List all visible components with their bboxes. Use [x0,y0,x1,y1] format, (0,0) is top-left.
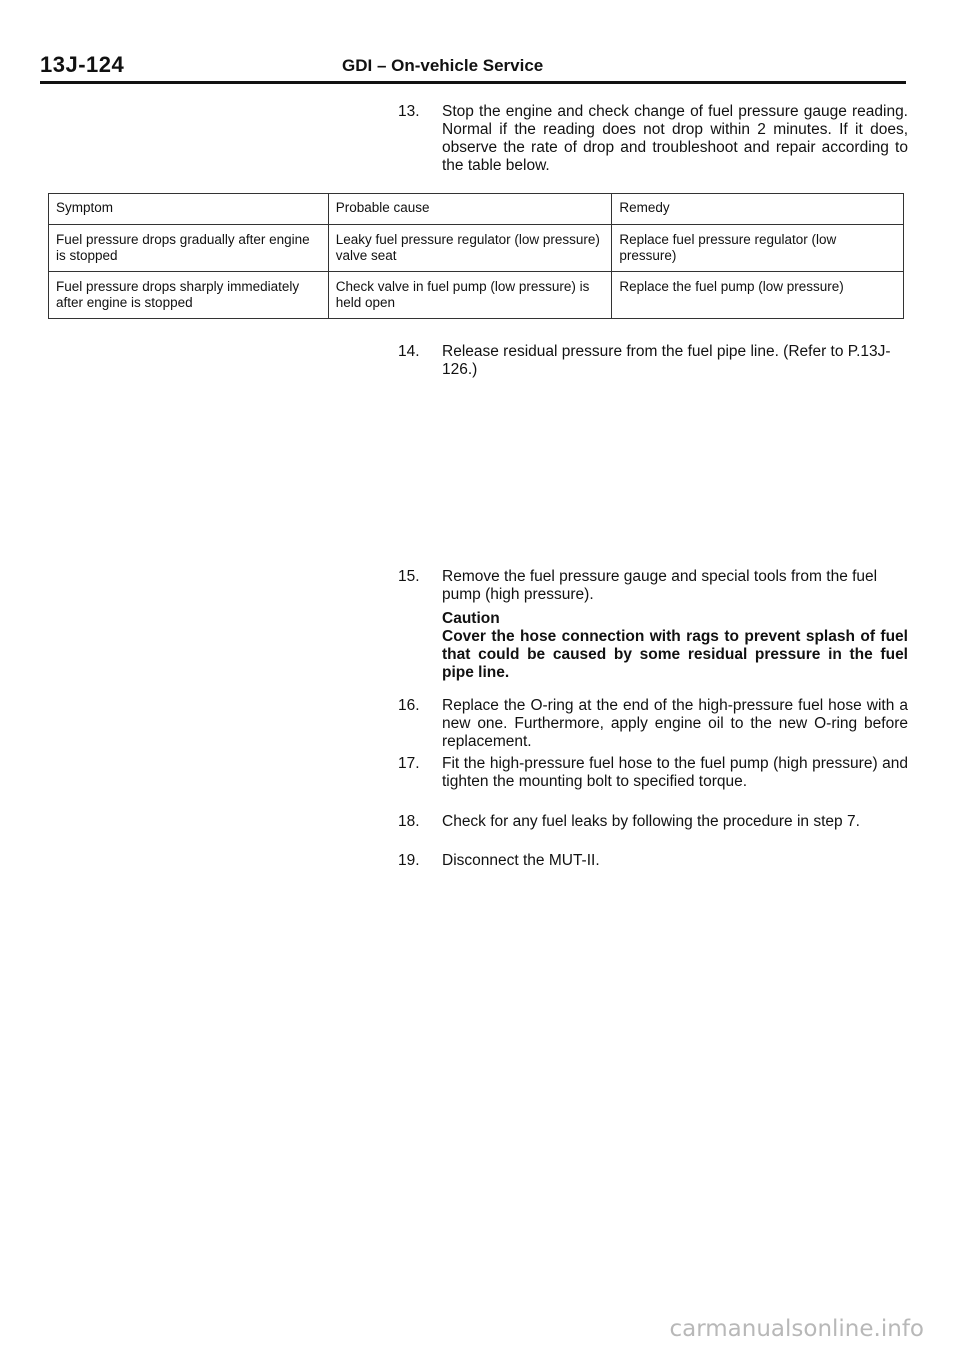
table-cell: Leaky fuel pressure regulator (low pressure) valve seat [328,225,612,272]
header-remedy: Remedy [612,194,904,225]
table-cell: Fuel pressure drops gradually after engine is stopped [49,225,329,272]
step-number: 14. [398,343,420,360]
header-symptom: Symptom [49,194,329,225]
step-15 [398,568,908,682]
caution-text: Cover the hose connection with rags to prevent splash of fuel that could be caused by some residual pressure in the fuel pipe line. [442,628,908,681]
table-cell: Replace the fuel pump (low pressure) [612,272,904,319]
step-13 [398,103,908,175]
table-cell: Fuel pressure drops sharply immediately after engine is stopped [49,272,329,319]
step-16 [398,697,908,751]
header-rule [40,81,906,84]
step-text: Release residual pressure from the fuel pipe line. (Refer to P.13J-126.) [442,343,891,378]
header-probable-cause: Probable cause [328,194,612,225]
step-number: 16. [398,697,420,714]
step-18 [398,813,908,831]
page-number: 13J-124 [40,52,125,77]
step-number: 15. [398,568,420,585]
step-text: Fit the high-pressure fuel hose to the fuel pump (high pressure) and tighten the mounting bolt to specified torque. [442,755,908,790]
troubleshooting-table [48,193,904,319]
step-text: Disconnect the MUT-II. [442,852,600,869]
step-text: Replace the O-ring at the end of the high-pressure fuel hose with a new one. Furthermore, apply engine oil to the new O-ring before replacement. [442,697,908,750]
step-text: Remove the fuel pressure gauge and special tools from the fuel pump (high pressure). [442,568,878,603]
page-header [40,50,906,84]
step-text: Stop the engine and check change of fuel pressure gauge reading. Normal if the reading does not drop within 2 minutes. If it does, observe the rate of drop and troubleshoot and repair according to the table below. [442,103,908,174]
table-row [49,272,904,319]
step-14 [398,343,908,379]
watermark: carmanualsonline.info [669,1316,924,1342]
table-cell: Replace fuel pressure regulator (low pressure) [612,225,904,272]
caution-label: Caution [442,610,500,627]
step-number: 19. [398,852,420,869]
step-text: Check for any fuel leaks by following the procedure in step 7. [442,813,860,830]
step-17 [398,755,908,791]
step-number: 17. [398,755,420,772]
section-title: GDI – On-vehicle Service [342,56,544,75]
table-row [49,225,904,272]
table-cell: Check valve in fuel pump (low pressure) is held open [328,272,612,319]
table-header-row [49,194,904,225]
step-number: 18. [398,813,420,830]
step-number: 13. [398,103,420,120]
step-19 [398,852,908,870]
